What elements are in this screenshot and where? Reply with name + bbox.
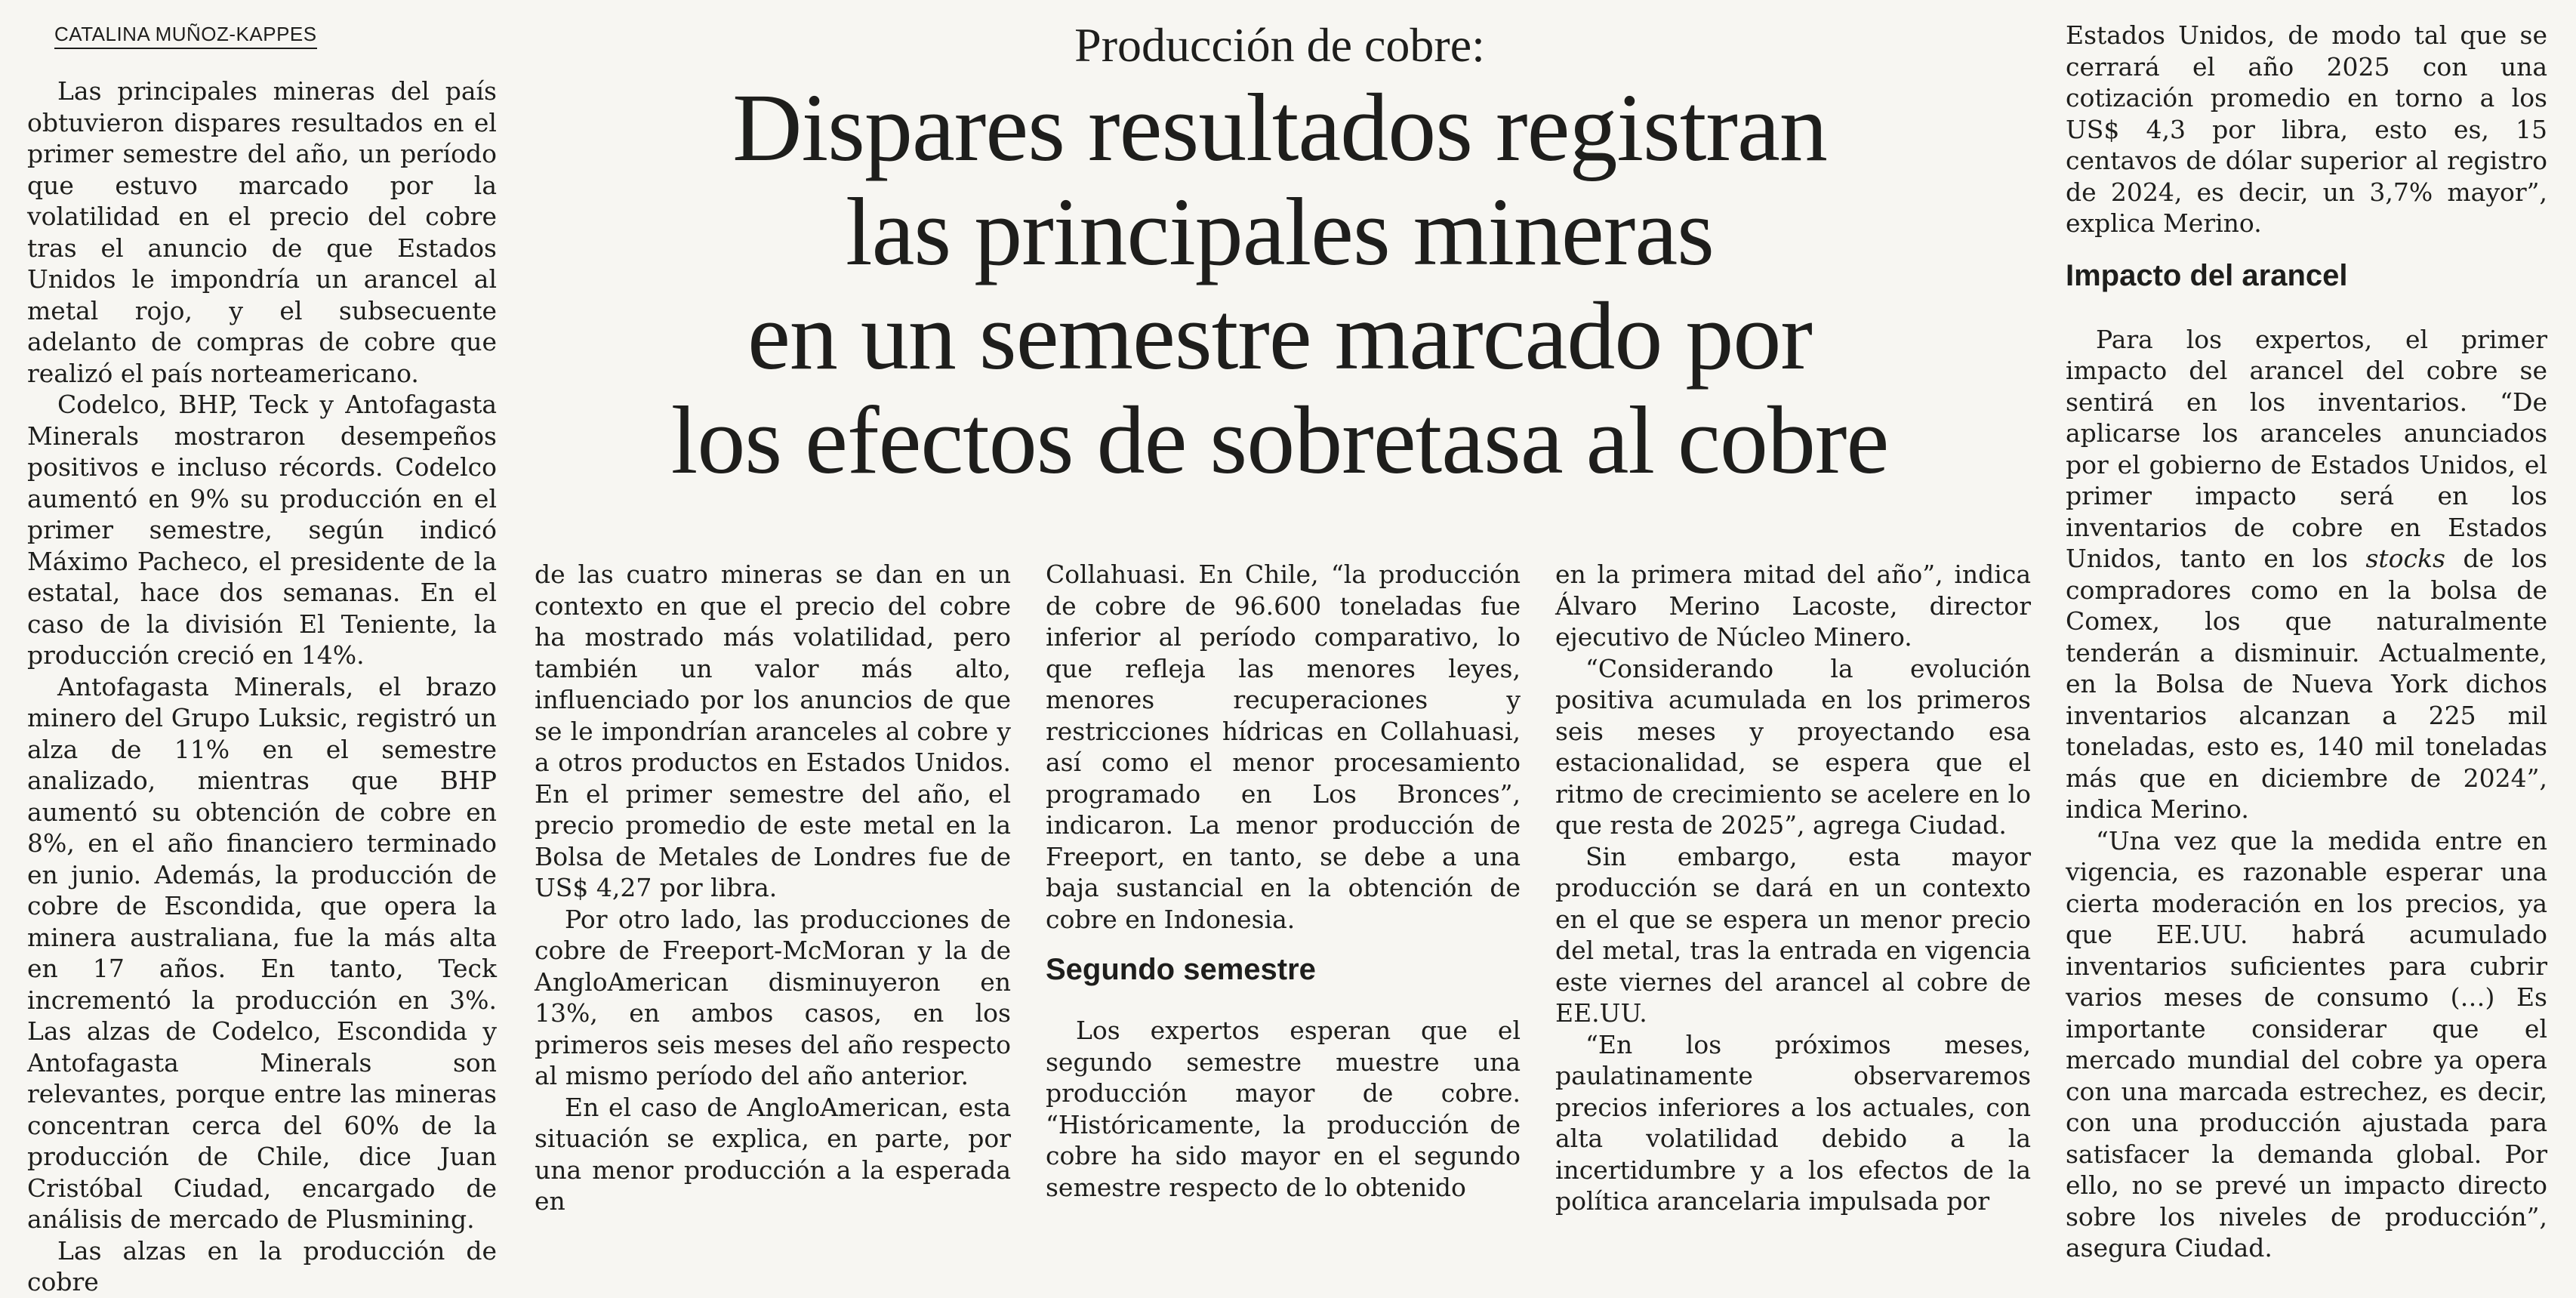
paragraph: [2066, 324, 2547, 825]
column-3: [1046, 559, 1521, 1203]
section-heading: Impacto del arancel: [2066, 258, 2348, 292]
paragraph: Los expertos esperan que el segundo semestre muestre una producción mayor de cobre. “Históricamente, la producción de cobre ha sido mayor en el segundo semestre respecto de lo obtenido: [1046, 1016, 1521, 1202]
byline: CATALINA MUÑOZ-KAPPES: [54, 23, 317, 49]
paragraph: “Una vez que la medida entre en vigencia, es razonable esperar una cierta moderación en los precios, ya que EE.UU. habrá acumulado inventarios suficientes para cubrir varios meses de consumo (…) Es importante considerar que el mercado mundial del cobre ya opera con una marcada estrechez, es decir, con una producción ajustada para satisfacer la demanda global. Por ello, no se prevé un impacto directo sobre los niveles de producción”, asegura Ciudad.: [2066, 825, 2547, 1263]
paragraph: Las alzas en la producción de cobre: [27, 1235, 497, 1296]
paragraph: Las principales mineras del país obtuvieron dispares resultados en el primer semestre del año, un período que estuvo marcado por la volatilidad en el precio del cobre tras el anuncio de que Estados Unidos le impondría un arancel al metal rojo, y el subsecuente adelanto de compras de cobre que realizó el país norteamericano.: [27, 76, 497, 388]
headline-line: los efectos de sobretasa al cobre: [670, 387, 1889, 494]
column-5: [2066, 20, 2547, 1264]
paragraph: en la primera mitad del año”, indica Álvaro Merino Lacoste, director ejecutivo de Núcleo Minero.: [1555, 560, 2031, 652]
column-4: [1555, 559, 2031, 1217]
kicker: Producción de cobre:: [1074, 18, 1485, 72]
paragraph-text: de los compradores como en la bolsa de Comex, los que naturalmente tenderán a disminuir. Actualmente, en la Bolsa de Nueva York dichos inventarios alcanzan a 225 mil toneladas, esto es, 140 mil toneladas más que en diciembre de 2024”, indica Merino.: [2066, 544, 2547, 824]
column-2: [535, 559, 1011, 1217]
paragraph: Collahuasi. En Chile, “la producción de cobre de 96.600 toneladas fue inferior al período comparativo, lo que refleja las menores leyes, menores recuperaciones y restricciones hídricas en Collahuasi, así como el menor procesamiento programado en Los Bronces”, indicaron. La menor producción de Freeport, en tanto, se debe a una baja sustancial en la obtención de cobre en Indonesia.: [1046, 560, 1521, 934]
headline-line: las principales mineras: [846, 178, 1714, 285]
section-heading: Segundo semestre: [1046, 953, 1316, 986]
headline-line: Dispares resultados registran: [732, 74, 1827, 181]
paragraph: Por otro lado, las producciones de cobre de Freeport-McMoran y la de AngloAmerican disminuyeron en 13%, en ambos casos, en los primeros seis meses del año respecto al mismo período del año anterior.: [535, 904, 1011, 1090]
paragraph: “Considerando la evolución positiva acumulada en los primeros seis meses y proyectando esa estacionalidad, se espera que el ritmo de crecimiento se acelere en lo que resta de 2025”, agrega Ciudad.: [1555, 653, 2031, 840]
paragraph: Sin embargo, esta mayor producción se dará en un contexto en el que se espera un menor precio del metal, tras la entrada en vigencia este viernes del arancel al cobre de EE.UU.: [1555, 841, 2031, 1028]
headline: [528, 76, 2031, 492]
paragraph: “En los próximos meses, paulatinamente observaremos precios inferiores a los actuales, con alta volatilidad debido a la incertidumbre y a los efectos de la política arancelaria impulsada por: [1555, 1029, 2031, 1216]
paragraph-text: Para los expertos, el primer impacto del arancel del cobre se sentirá en los inventarios. “De aplicarse los aranceles anunciados por el gobierno de Estados Unidos, el primer impacto será en los inventarios de cobre en Estados Unidos, tanto en los: [2066, 324, 2547, 573]
headline-line: en un semestre marcado por: [747, 282, 1812, 390]
italic-word: stocks: [2365, 544, 2445, 573]
column-1: [27, 76, 497, 1298]
paragraph: Codelco, BHP, Teck y Antofagasta Minerals mostraron desempeños positivos e incluso récords. Codelco aumentó en 9% su producción en el primer semestre, según indicó Máximo Pacheco, el presidente de la estatal, hace dos semanas. En el caso de la división El Teniente, la producción creció en 14%.: [27, 390, 497, 670]
paragraph: Estados Unidos, de modo tal que se cerrará el año 2025 con una cotización promedio en torno a los US$ 4,3 por libra, esto es, 15 centavos de dólar superior al registro de 2024, es decir, un 3,7% mayor”, explica Merino.: [2066, 20, 2547, 238]
paragraph: Antofagasta Minerals, el brazo minero del Grupo Luksic, registró un alza de 11% en el semestre analizado, mientras que BHP aumentó su obtención de cobre en 8%, en el año financiero terminado en junio. Además, la producción de cobre de Escondida, que opera la minera australiana, fue la más alta en 17 años. En tanto, Teck incrementó la producción en 3%. Las alzas de Codelco, Escondida y Antofagasta Minerals son relevantes, porque entre las mineras concentran cerca del 60% de la producción de Chile, dice Juan Cristóbal Ciudad, encargado de análisis de mercado de Plusmining.: [27, 671, 497, 1234]
paragraph: de las cuatro mineras se dan en un contexto en que el precio del cobre ha mostrado más volatilidad, pero también un valor más alto, influenciado por los anuncios de que se le impondrían aranceles al cobre y a otros productos en Estados Unidos. En el primer semestre del año, el precio promedio de este metal en la Bolsa de Metales de Londres fue de US$ 4,27 por libra.: [535, 560, 1011, 902]
paragraph: En el caso de AngloAmerican, esta situación se explica, en parte, por una menor producción a la esperada en: [535, 1092, 1011, 1216]
